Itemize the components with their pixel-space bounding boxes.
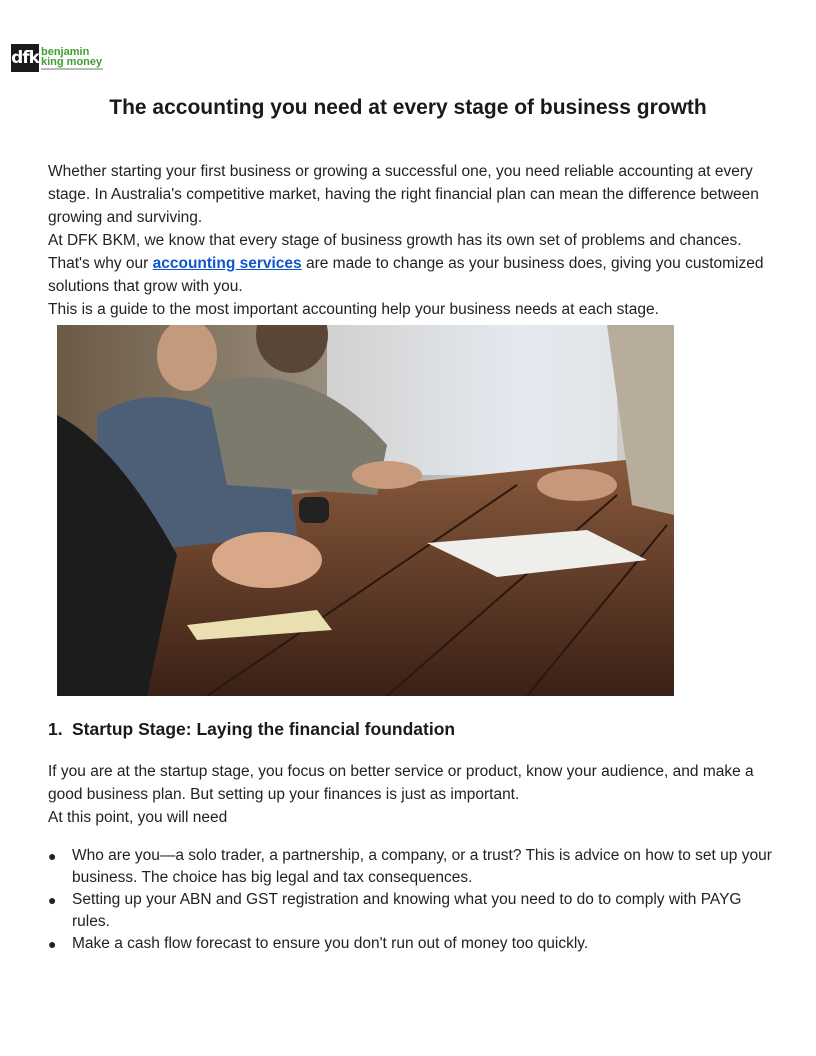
logo-mark: dfk [11,44,39,72]
list-item [48,889,773,933]
intro-paragraph-2 [48,229,773,298]
section-heading-startup [48,719,455,740]
meeting-photo [57,325,674,696]
list-item-text: Setting up your ABN and GST registration and knowing what you need to do to comply with PAYG rules. [72,891,742,930]
startup-paragraph-1: If you are at the startup stage, you focus on better service or product, know your audience, and make a good business plan. But setting up your finances is just as important. [48,763,754,803]
startup-paragraph-2: At this point, you will need [48,809,228,826]
list-item [48,933,773,955]
section-number: 1. [48,719,63,739]
logo-tagline-strip [41,68,103,70]
intro-paragraph-3: This is a guide to the most important accounting help your business needs at each stage. [48,301,659,318]
section-heading-text: Startup Stage: Laying the financial foundation [72,719,456,739]
list-item-text: Who are you—a solo trader, a partnership, a company, or a trust? This is advice on how to set up your business. The choice has big legal and tax consequences. [72,847,772,886]
intro-paragraph-2-start: At DFK BKM, we know that every stage of business growth has its own set of problems and chances. That's why our [48,232,742,272]
intro-paragraph-2-end: are made to change as your business does, giving you customized solutions that grow with you. [48,255,764,295]
logo-text-line2: king money [41,56,103,68]
logo-text-line1: benjamin [41,46,90,58]
company-logo [11,44,106,72]
bullet-icon: ● [48,848,57,864]
list-item-text: Make a cash flow forecast to ensure you don't run out of money too quickly. [72,935,589,952]
bullet-icon: ● [48,936,57,952]
startup-needs-list [48,845,773,955]
accounting-services-link[interactable]: accounting services [152,255,302,272]
list-item [48,845,773,889]
bullet-icon: ● [48,892,57,908]
intro-paragraph-1: Whether starting your first business or growing a successful one, you need reliable accounting at every stage. In Australia's competitive market, having the right financial plan can mean the difference between growing and surviving. [48,163,759,226]
page-title: The accounting you need at every stage of business growth [109,96,707,119]
